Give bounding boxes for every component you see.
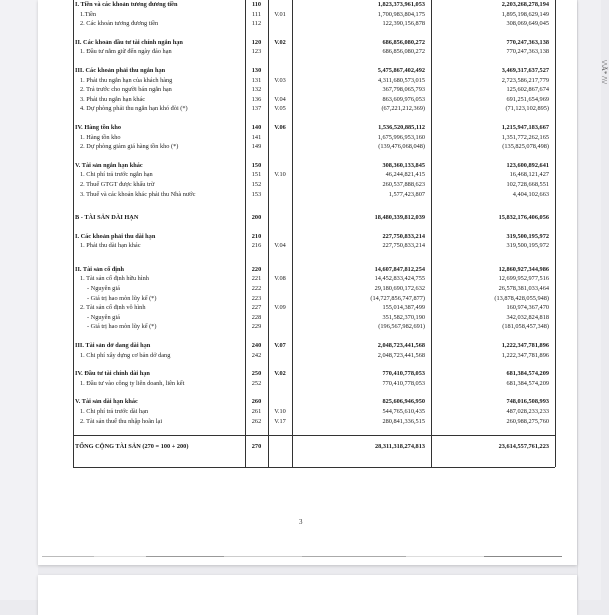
- row-value-current: 227,750,833,214: [382, 232, 425, 240]
- row-value-current: 351,582,370,190: [382, 313, 425, 321]
- row-value-prior: 125,602,867,674: [506, 86, 549, 94]
- spacer-cell: [268, 426, 292, 436]
- spacer-cell: [268, 251, 292, 265]
- spacer-cell: [245, 29, 268, 38]
- row-value-prior: 342,032,824,818: [506, 313, 549, 321]
- item-row: [73, 351, 555, 361]
- section-row: [73, 369, 555, 379]
- row-note: V.04: [274, 242, 286, 250]
- row-value-current: (196,567,982,691): [378, 323, 425, 331]
- row-value-current: (139,476,068,048): [378, 143, 425, 151]
- row-code: 227: [251, 304, 262, 312]
- row-note: [268, 180, 292, 190]
- row-note: [268, 322, 292, 332]
- item-row: [73, 313, 555, 323]
- row-value-prior: 308,069,649,045: [506, 20, 549, 28]
- viewer-left-margin: [0, 0, 38, 600]
- item-row: [73, 19, 555, 29]
- spacer-cell: [73, 152, 245, 161]
- total-note: [268, 436, 292, 459]
- spacer-cell: [245, 360, 268, 369]
- row-note: V.10: [274, 408, 286, 415]
- section-row: [73, 213, 555, 223]
- spacer-cell: [245, 332, 268, 341]
- spacer-cell: [292, 223, 431, 232]
- row-code: 252: [251, 379, 262, 387]
- spacer-cell: [431, 426, 555, 436]
- spacer-cell: [73, 332, 245, 341]
- row-value-current: 1,675,996,953,160: [377, 133, 425, 141]
- scan-footer-artifact: [42, 556, 562, 557]
- row-code: 220: [251, 265, 262, 273]
- item-row: [73, 170, 555, 180]
- spacer-cell: [431, 223, 555, 232]
- row-note: [268, 284, 292, 294]
- row-value-prior: 1,222,347,781,896: [501, 342, 549, 350]
- spacer-cell: [431, 388, 555, 397]
- row-value-prior: 770,247,363,138: [506, 48, 549, 56]
- row-code: 260: [251, 398, 262, 406]
- row-value-prior: (181,058,457,348): [502, 323, 549, 331]
- total-label: TỔNG CỘNG TÀI SẢN (270 = 100 + 200): [73, 436, 245, 459]
- row-note: [268, 47, 292, 57]
- spacer-row: [73, 152, 555, 161]
- spacer-cell: [73, 251, 245, 265]
- row-label: 1. Chi phí xây dựng cơ bản dở dang: [80, 351, 171, 359]
- row-label: - Giá trị hao mòn lũy kế (*): [87, 294, 157, 302]
- spacer-cell: [292, 29, 431, 38]
- row-value-current: 155,014,387,499: [382, 304, 425, 312]
- row-label: 2. Tài sản cố định vô hình: [80, 304, 146, 312]
- item-row: [73, 241, 555, 251]
- row-code: 151: [251, 171, 262, 179]
- section-row: [73, 397, 555, 407]
- item-row: [73, 10, 555, 20]
- spacer-cell: [73, 360, 245, 369]
- item-row: [73, 133, 555, 143]
- section-row: [73, 0, 555, 10]
- table-border-note: [268, 0, 269, 467]
- row-label: V. Tài sản dài hạn khác: [75, 398, 138, 406]
- row-label: IV. Đầu tư tài chính dài hạn: [75, 370, 150, 378]
- row-code: 261: [251, 408, 262, 415]
- row-value-prior: 1,895,198,629,149: [501, 10, 549, 18]
- spacer-cell: [431, 199, 555, 213]
- item-row: [73, 142, 555, 152]
- row-note: [268, 142, 292, 152]
- spacer-row: [73, 388, 555, 397]
- row-code: 112: [251, 20, 262, 28]
- row-label: - Giá trị hao mòn lũy kế (*): [87, 323, 157, 331]
- row-code: 132: [251, 86, 262, 94]
- spacer-cell: [292, 114, 431, 123]
- row-note: [268, 397, 292, 407]
- row-value-current: 5,475,867,402,492: [377, 66, 425, 74]
- row-value-prior: (13,878,428,055,948): [494, 294, 549, 302]
- row-label: 2. Trả trước cho người bán ngắn hạn: [80, 86, 172, 94]
- row-value-current: 1,823,373,961,053: [377, 1, 425, 8]
- spacer-cell: [292, 388, 431, 397]
- section-row: [73, 123, 555, 133]
- spacer-cell: [245, 114, 268, 123]
- spacer-cell: [431, 114, 555, 123]
- row-code: 152: [251, 180, 262, 188]
- row-label: 1. Phải thu ngắn hạn của khách hàng: [80, 76, 173, 84]
- row-value-current: 308,360,133,845: [382, 161, 425, 169]
- row-note: V.04: [274, 95, 286, 103]
- row-value-prior: 15,832,176,406,056: [498, 214, 549, 222]
- row-value-prior: 319,500,195,972: [506, 242, 549, 250]
- row-value-prior: (135,825,078,498): [502, 143, 549, 151]
- next-document-page: [38, 575, 577, 615]
- row-note: [268, 313, 292, 323]
- row-code: 210: [251, 232, 262, 240]
- row-value-prior: 1,222,347,781,896: [501, 351, 549, 359]
- row-value-current: 14,452,833,424,755: [374, 275, 425, 283]
- row-value-prior: 16,468,121,427: [509, 171, 549, 179]
- row-note: [268, 265, 292, 275]
- spacer-row: [73, 332, 555, 341]
- balance-sheet-table-wrap: [73, 0, 555, 467]
- spacer-cell: [431, 360, 555, 369]
- spacer-cell: [292, 360, 431, 369]
- item-row: [73, 303, 555, 313]
- spacer-cell: [268, 114, 292, 123]
- spacer-cell: [245, 152, 268, 161]
- row-note: V.01: [274, 10, 286, 18]
- row-code: 229: [251, 323, 262, 331]
- spacer-cell: [292, 199, 431, 213]
- spacer-cell: [268, 152, 292, 161]
- row-code: 130: [251, 66, 262, 74]
- spacer-row: [73, 360, 555, 369]
- row-code: 153: [251, 190, 262, 198]
- row-code: 216: [251, 242, 262, 250]
- row-note: [268, 294, 292, 304]
- item-row: [73, 47, 555, 57]
- spacer-row: [73, 251, 555, 265]
- row-code: 110: [251, 1, 262, 8]
- row-code: 222: [251, 285, 262, 293]
- row-value-current: 367,798,065,793: [382, 86, 425, 94]
- row-note: [268, 0, 292, 10]
- spacer-row: [73, 114, 555, 123]
- row-code: 223: [251, 294, 262, 302]
- row-note: [268, 85, 292, 95]
- row-value-prior: 748,016,508,993: [506, 398, 549, 406]
- row-value-current: 2,048,723,441,568: [377, 342, 425, 350]
- row-note: V.17: [274, 417, 286, 425]
- item-row: [73, 190, 555, 200]
- row-label: 1. Hàng tồn kho: [80, 133, 121, 141]
- row-code: 250: [251, 370, 262, 378]
- row-label: 1. Chi phí trả trước ngắn hạn: [80, 171, 153, 179]
- row-code: 240: [251, 342, 262, 350]
- row-value-current: 122,390,156,878: [382, 20, 425, 28]
- total-assets-row: [73, 436, 555, 459]
- row-label: 1. Chi phí trả trước dài hạn: [80, 408, 149, 415]
- row-label: II. Các khoản đầu tư tài chính ngắn hạn: [75, 38, 183, 46]
- row-value-prior: 681,384,574,209: [506, 379, 549, 387]
- row-label: I. Các khoản phải thu dài hạn: [75, 232, 156, 240]
- spacer-cell: [292, 426, 431, 436]
- row-note: V.10: [274, 171, 286, 179]
- item-row: [73, 379, 555, 389]
- row-code: 137: [251, 105, 262, 113]
- spacer-cell: [73, 426, 245, 436]
- table-border-v1: [292, 0, 293, 467]
- spacer-cell: [73, 223, 245, 232]
- spacer-cell: [268, 332, 292, 341]
- spacer-cell: [245, 426, 268, 436]
- spacer-cell: [245, 251, 268, 265]
- item-row: [73, 180, 555, 190]
- row-note: [268, 133, 292, 143]
- spacer-row: [73, 199, 555, 213]
- row-code: 262: [251, 417, 262, 425]
- row-code: 149: [251, 143, 262, 151]
- row-value-prior: 12,860,927,344,986: [498, 265, 549, 273]
- row-code: 136: [251, 95, 262, 103]
- item-row: [73, 322, 555, 332]
- section-row: [73, 341, 555, 351]
- row-note: V.03: [274, 76, 286, 84]
- row-code: 120: [251, 38, 262, 46]
- row-value-prior: 123,600,892,641: [506, 161, 549, 169]
- row-note: V.02: [274, 38, 286, 46]
- row-code: 111: [252, 10, 261, 18]
- spacer-cell: [73, 199, 245, 213]
- row-label: 2. Các khoản tương đương tiền: [80, 20, 159, 28]
- row-label: III. Các khoản phải thu ngắn hạn: [75, 66, 166, 74]
- row-label: 2. Dự phòng giảm giá hàng tồn kho (*): [80, 143, 179, 151]
- row-label: 3. Thuế và các khoản khác phải thu Nhà nước: [80, 190, 196, 198]
- row-value-current: 2,048,723,441,568: [377, 351, 425, 359]
- spacer-row: [73, 426, 555, 436]
- row-value-current: 544,765,610,435: [382, 408, 425, 415]
- row-value-current: 1,536,520,885,112: [378, 123, 425, 131]
- row-value-current: 18,480,339,812,039: [374, 214, 425, 222]
- spacer-cell: [292, 57, 431, 66]
- row-code: 150: [251, 161, 262, 169]
- page-number: 3: [299, 518, 303, 526]
- row-value-prior: 2,723,586,217,779: [501, 76, 549, 84]
- item-row: [73, 76, 555, 86]
- row-label: 1. Đầu tư nắm giữ đến ngày đáo hạn: [80, 48, 172, 56]
- row-value-prior: 160,974,367,470: [506, 304, 549, 312]
- spacer-cell: [73, 57, 245, 66]
- row-code: 221: [251, 275, 262, 283]
- section-row: [73, 66, 555, 76]
- row-value-current: 825,606,946,950: [382, 398, 425, 406]
- row-value-current: 863,609,976,053: [382, 95, 425, 103]
- spacer-cell: [73, 29, 245, 38]
- table-bottom-border: [73, 467, 555, 468]
- row-note: V.06: [274, 123, 286, 131]
- spacer-cell: [245, 388, 268, 397]
- row-value-current: 1,577,423,807: [388, 190, 425, 198]
- row-code: 123: [251, 48, 262, 56]
- stamp-mark: \/\Ä* /\\/: [600, 60, 608, 84]
- row-label: B - TÀI SẢN DÀI HẠN: [75, 214, 139, 222]
- document-page: [38, 0, 608, 565]
- item-row: [73, 417, 555, 427]
- row-value-prior: 4,404,102,663: [512, 190, 549, 198]
- row-value-prior: 681,384,574,209: [506, 370, 549, 378]
- row-value-current: 260,537,888,623: [382, 180, 425, 188]
- spacer-cell: [431, 57, 555, 66]
- spacer-cell: [431, 29, 555, 38]
- row-label: IV. Hàng tồn kho: [75, 123, 122, 131]
- row-value-prior: 1,215,947,183,667: [501, 123, 549, 131]
- row-note: [268, 213, 292, 223]
- row-label: V. Tài sản ngắn hạn khác: [75, 161, 143, 169]
- item-row: [73, 274, 555, 284]
- row-label: - Nguyên giá: [87, 285, 120, 293]
- row-note: [268, 232, 292, 242]
- table-border-code: [245, 0, 246, 467]
- row-value-current: 686,856,080,272: [382, 38, 425, 46]
- spacer-cell: [292, 152, 431, 161]
- section-row: [73, 265, 555, 275]
- spacer-cell: [245, 199, 268, 213]
- spacer-row: [73, 57, 555, 66]
- row-label: - Nguyên giá: [87, 313, 120, 321]
- item-row: [73, 104, 555, 114]
- row-label: 1. Đầu tư vào công ty liên doanh, liên kết: [80, 379, 185, 387]
- section-row: [73, 232, 555, 242]
- spacer-cell: [431, 152, 555, 161]
- row-value-current: 46,244,821,415: [385, 171, 425, 179]
- total-value-prior: 23,614,557,761,223: [431, 436, 555, 459]
- spacer-cell: [431, 332, 555, 341]
- item-row: [73, 95, 555, 105]
- row-value-prior: (71,123,102,895): [505, 105, 549, 113]
- row-note: [268, 66, 292, 76]
- spacer-cell: [245, 223, 268, 232]
- row-note: V.08: [274, 275, 286, 283]
- row-label: 2. Thuế GTGT được khấu trừ: [80, 180, 155, 188]
- row-value-current: 770,410,778,053: [382, 379, 425, 387]
- row-label: 1. Tài sản cố định hữu hình: [80, 275, 149, 283]
- row-label: III. Tài sản dở dang dài hạn: [75, 342, 151, 350]
- item-row: [73, 407, 555, 417]
- spacer-row: [73, 223, 555, 232]
- row-value-prior: 3,469,317,637,527: [501, 66, 549, 74]
- row-note: [268, 379, 292, 389]
- spacer-cell: [268, 388, 292, 397]
- row-value-current: 14,607,847,812,254: [374, 265, 425, 273]
- spacer-cell: [268, 29, 292, 38]
- spacer-cell: [268, 223, 292, 232]
- item-row: [73, 294, 555, 304]
- spacer-cell: [268, 360, 292, 369]
- row-code: 200: [251, 214, 262, 222]
- section-row: [73, 38, 555, 48]
- row-note: V.09: [274, 304, 286, 312]
- row-value-prior: 691,251,654,969: [506, 95, 549, 103]
- total-value-current: 28,311,318,274,813: [292, 436, 431, 459]
- row-note: [268, 351, 292, 361]
- spacer-cell: [431, 251, 555, 265]
- row-value-current: 227,750,833,214: [382, 242, 425, 250]
- row-label: 1. Phải thu dài hạn khác: [80, 242, 141, 250]
- item-row: [73, 284, 555, 294]
- row-code: 140: [251, 123, 262, 131]
- row-note: V.02: [274, 370, 286, 378]
- row-value-current: 686,856,080,272: [382, 48, 425, 56]
- row-value-prior: 1,351,772,262,165: [501, 133, 549, 141]
- row-value-prior: 26,578,381,033,464: [498, 285, 549, 293]
- spacer-cell: [73, 388, 245, 397]
- row-value-prior: 2,203,268,278,194: [501, 1, 549, 8]
- section-row: [73, 161, 555, 171]
- row-value-prior: 487,028,233,233: [506, 408, 549, 415]
- spacer-cell: [73, 114, 245, 123]
- row-label: 4. Dự phòng phải thu ngắn hạn khó đòi (*): [80, 105, 188, 113]
- row-value-current: (14,727,856,747,877): [370, 294, 425, 302]
- spacer-row: [73, 29, 555, 38]
- spacer-cell: [292, 251, 431, 265]
- row-code: 131: [251, 76, 262, 84]
- row-note: [268, 19, 292, 29]
- item-row: [73, 85, 555, 95]
- spacer-cell: [268, 57, 292, 66]
- total-code: 270: [245, 436, 268, 459]
- row-value-prior: 12,699,952,977,516: [498, 275, 549, 283]
- row-label: 2. Tài sản thuế thu nhập hoãn lại: [80, 417, 163, 425]
- row-value-current: 280,841,336,515: [382, 417, 425, 425]
- row-value-prior: 260,988,275,760: [506, 417, 549, 425]
- row-note: V.05: [274, 105, 286, 113]
- row-value-prior: 770,247,363,138: [506, 38, 549, 46]
- table-border-v2: [431, 0, 432, 467]
- row-value-current: 4,311,680,573,015: [378, 76, 425, 84]
- row-note: V.07: [274, 342, 286, 350]
- row-value-prior: 319,500,195,972: [506, 232, 549, 240]
- row-code: 242: [251, 351, 262, 359]
- spacer-cell: [245, 57, 268, 66]
- row-label: I. Tiền và các khoản tương đương tiền: [75, 1, 178, 8]
- row-value-current: 29,180,690,172,632: [374, 285, 425, 293]
- table-border-right: [555, 0, 556, 467]
- row-label: 3. Phải thu ngắn hạn khác: [80, 95, 146, 103]
- row-note: [268, 190, 292, 200]
- row-value-prior: 102,728,668,551: [506, 180, 549, 188]
- spacer-cell: [292, 332, 431, 341]
- row-value-current: (67,221,212,369): [381, 105, 425, 113]
- row-code: 228: [251, 313, 262, 321]
- row-label: 1.Tiền: [80, 10, 97, 18]
- table-border-left: [73, 0, 74, 467]
- row-note: [268, 161, 292, 171]
- row-label: II. Tài sản cố định: [75, 265, 125, 273]
- spacer-cell: [268, 199, 292, 213]
- row-code: 141: [251, 133, 262, 141]
- balance-sheet-table: [73, 0, 555, 458]
- row-value-current: 1,700,983,804,175: [377, 10, 425, 18]
- row-value-current: 770,410,778,053: [382, 370, 425, 378]
